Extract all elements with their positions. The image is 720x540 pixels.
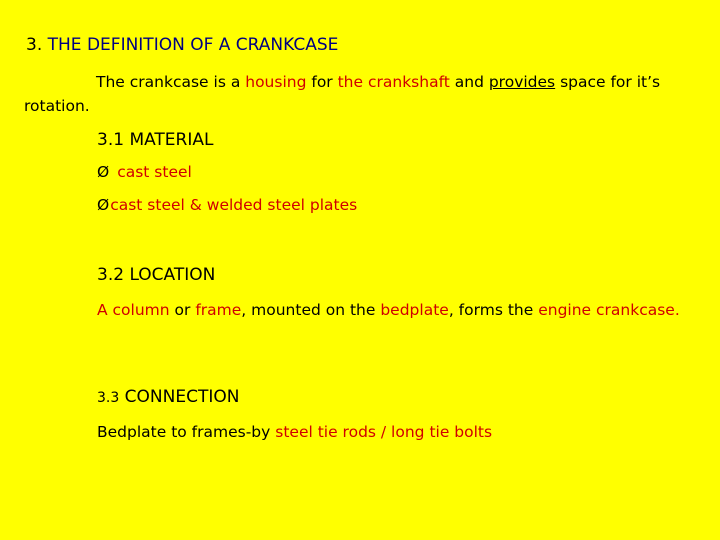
- connection-text: Bedplate to frames-by: [97, 423, 276, 441]
- location-engine-crankcase: engine crankcase.: [538, 301, 680, 319]
- location-text: , mounted on the: [241, 301, 381, 319]
- arrow-bullet-icon: Ø: [97, 163, 110, 181]
- location-paragraph: [97, 300, 697, 321]
- intro-text: The crankcase is a: [96, 73, 246, 91]
- location-heading: 3.2 LOCATION: [97, 265, 216, 285]
- arrow-bullet-icon: Ø: [97, 196, 110, 214]
- material-heading: 3.1 MATERIAL: [97, 130, 214, 150]
- list-item: [97, 163, 192, 181]
- location-frame: frame: [195, 301, 242, 319]
- list-item-text: cast steel: [117, 163, 192, 181]
- title-number: 3.: [26, 35, 43, 55]
- location-column: A column: [97, 301, 170, 319]
- page-title: [26, 35, 338, 55]
- connection-paragraph: [97, 423, 492, 441]
- connection-tie-rods: steel tie rods / long tie bolts: [275, 423, 493, 441]
- intro-provides: provides: [488, 73, 556, 91]
- connection-heading-text: CONNECTION: [119, 387, 240, 407]
- location-text: or: [169, 301, 196, 319]
- intro-text: for: [306, 73, 338, 91]
- intro-text: and: [449, 73, 489, 91]
- intro-paragraph: [24, 70, 664, 118]
- list-item-text: cast steel & welded steel plates: [110, 196, 358, 214]
- intro-crankshaft: the crankshaft: [337, 73, 450, 91]
- location-text: , forms the: [448, 301, 539, 319]
- intro-housing: housing: [245, 73, 307, 91]
- intro-text: space for it’s rotation.: [24, 73, 661, 115]
- connection-heading-number: 3.3: [97, 390, 120, 406]
- list-item: [97, 196, 357, 214]
- connection-heading: [97, 387, 239, 407]
- title-text: THE DEFINITION OF A CRANKCASE: [47, 35, 339, 55]
- location-bedplate: bedplate: [380, 301, 449, 319]
